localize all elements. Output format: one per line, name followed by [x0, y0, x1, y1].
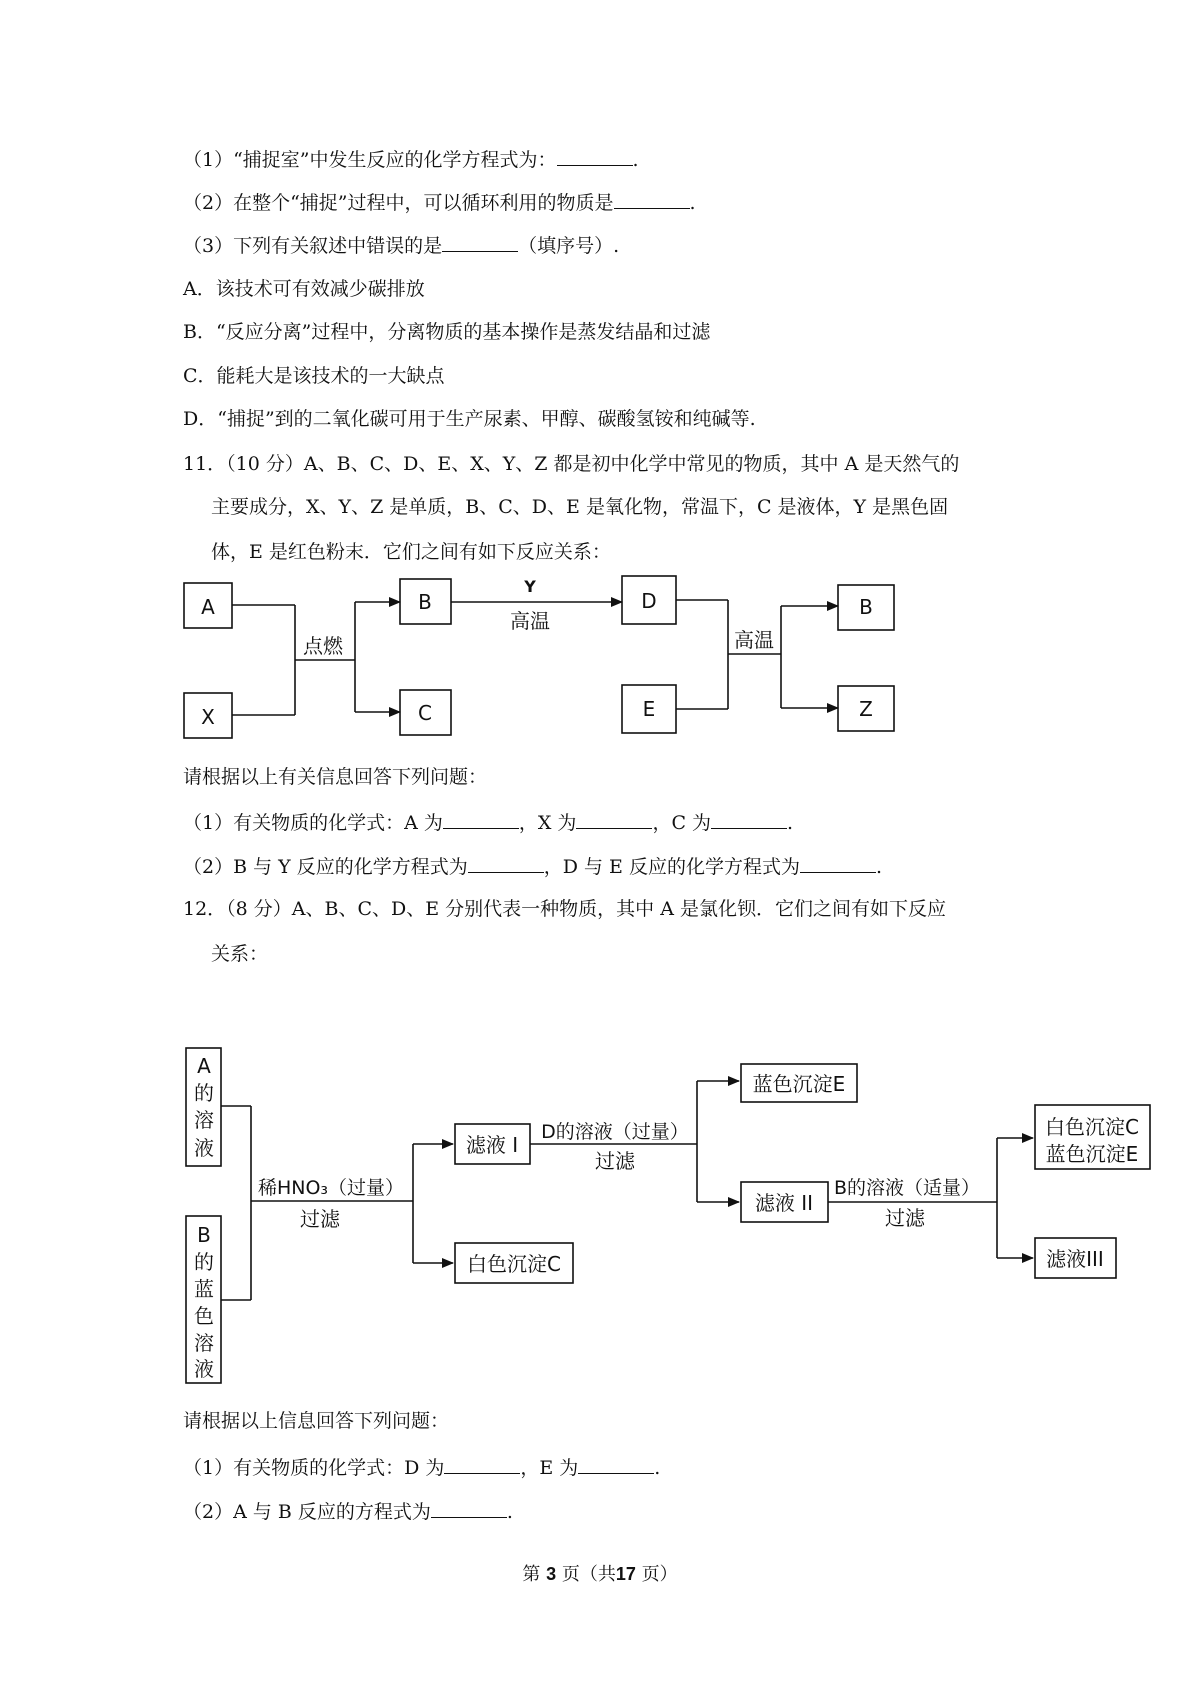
condition-filter-1: 过滤 — [300, 1207, 340, 1231]
q10-part2: （2）在整个“捕捉”过程中，可以循环利用的物质是 . — [183, 188, 696, 216]
b-box-char-3: 蓝 — [194, 1277, 214, 1301]
answer-blank[interactable] — [443, 808, 519, 829]
answer-blank[interactable] — [431, 1497, 507, 1518]
q12-answer-1: （1）有关物质的化学式：D 为 ，E 为 . — [183, 1453, 660, 1481]
answer-blank[interactable] — [800, 852, 876, 873]
q12-stem-line1: 12．（8 分）A、B、C、D、E 分别代表一种物质，其中 A 是氯化钡．它们之间有如下反应 — [183, 898, 946, 920]
label-c: C — [418, 701, 432, 725]
q12-answer-2: （2）A 与 B 反应的方程式为 . — [183, 1497, 513, 1525]
answer-blank[interactable] — [576, 808, 652, 829]
condition-d-solution: D的溶液（过量） — [541, 1121, 689, 1143]
label-white-ppt-c: 白色沉淀C — [467, 1252, 561, 1276]
page-footer: 第 3 页（共17 页） — [522, 1564, 678, 1585]
label-a: A — [201, 595, 215, 619]
condition-ignite: 点燃 — [303, 634, 343, 658]
b-box-char-6: 液 — [194, 1357, 214, 1381]
page-number: 3 — [546, 1564, 557, 1584]
a-box-char-1: A — [197, 1054, 211, 1078]
q11-stem-line1: 11．（10 分）A、B、C、D、E、X、Y、Z 都是初中化学中常见的物质，其中 A 是天然气的 — [183, 453, 960, 475]
label-filtrate-2: 滤液 II — [754, 1191, 814, 1215]
answer-blank[interactable] — [468, 852, 544, 873]
label-filtrate-3: 滤液III — [1046, 1247, 1104, 1271]
condition-filter-3: 过滤 — [885, 1206, 925, 1230]
q11-answer-1: （1）有关物质的化学式：A 为 ，X 为 ，C 为 . — [183, 808, 793, 836]
answer-blank[interactable] — [711, 808, 787, 829]
q10-option-c: C．能耗大是该技术的一大缺点 — [183, 365, 445, 387]
q11-prompt: 请根据以上有关信息回答下列问题： — [183, 766, 488, 788]
condition-high-temp-2: 高温 — [734, 628, 774, 652]
a-box-char-4: 液 — [194, 1136, 214, 1160]
q12-prompt: 请根据以上信息回答下列问题： — [183, 1410, 450, 1432]
q10-option-b: B．“反应分离”过程中，分离物质的基本操作是蒸发结晶和过滤 — [183, 321, 711, 343]
b-box-char-1: B — [197, 1223, 211, 1247]
b-box-char-2: 的 — [194, 1250, 214, 1274]
q10-option-d: D．“捕捉”到的二氧化碳可用于生产尿素、甲醇、碳酸氢铵和纯碱等. — [183, 408, 756, 430]
label-b: B — [418, 590, 432, 614]
label-filtrate-1: 滤液 I — [465, 1133, 519, 1157]
q12-stem-line2: 关系： — [211, 943, 269, 965]
page-total: 17 — [615, 1564, 636, 1584]
label-blue-ppt-e-2: 蓝色沉淀E — [1045, 1142, 1139, 1166]
condition-dilute-hno3: 稀HNO₃（过量） — [257, 1177, 405, 1199]
label-blue-ppt-e: 蓝色沉淀E — [752, 1072, 846, 1096]
condition-y: Y — [524, 577, 536, 596]
label-white-ppt-c-2: 白色沉淀C — [1045, 1115, 1139, 1139]
q11-answer-2: （2）B 与 Y 反应的化学方程式为 ，D 与 E 反应的化学方程式为 . — [183, 852, 882, 880]
condition-b-solution: B的溶液（适量） — [833, 1177, 981, 1199]
q11-diagram — [184, 576, 894, 738]
q10-part3: （3）下列有关叙述中错误的是 （填序号）. — [183, 231, 619, 259]
label-z: Z — [859, 697, 873, 721]
q11-stem-line3: 体，E 是红色粉末．它们之间有如下反应关系： — [211, 541, 611, 563]
b-box-char-4: 色 — [194, 1304, 214, 1328]
label-b2: B — [859, 595, 873, 619]
q11-stem-line2: 主要成分，X、Y、Z 是单质，B、C、D、E 是氧化物，常温下，C 是液体，Y 是黑色固 — [211, 496, 949, 518]
a-box-char-3: 溶 — [194, 1108, 214, 1132]
a-box-char-2: 的 — [194, 1081, 214, 1105]
answer-blank[interactable] — [444, 1453, 520, 1474]
q10-part1: （1）“捕捉室”中发生反应的化学方程式为： . — [183, 145, 639, 173]
q10-option-a: A．该技术可有效减少碳排放 — [183, 278, 425, 300]
b-box-char-5: 溶 — [194, 1331, 214, 1355]
label-e: E — [642, 697, 656, 721]
answer-blank[interactable] — [578, 1453, 654, 1474]
label-d: D — [641, 589, 657, 613]
label-x: X — [201, 705, 215, 729]
condition-high-temp-1: 高温 — [510, 609, 550, 633]
condition-filter-2: 过滤 — [595, 1149, 635, 1173]
